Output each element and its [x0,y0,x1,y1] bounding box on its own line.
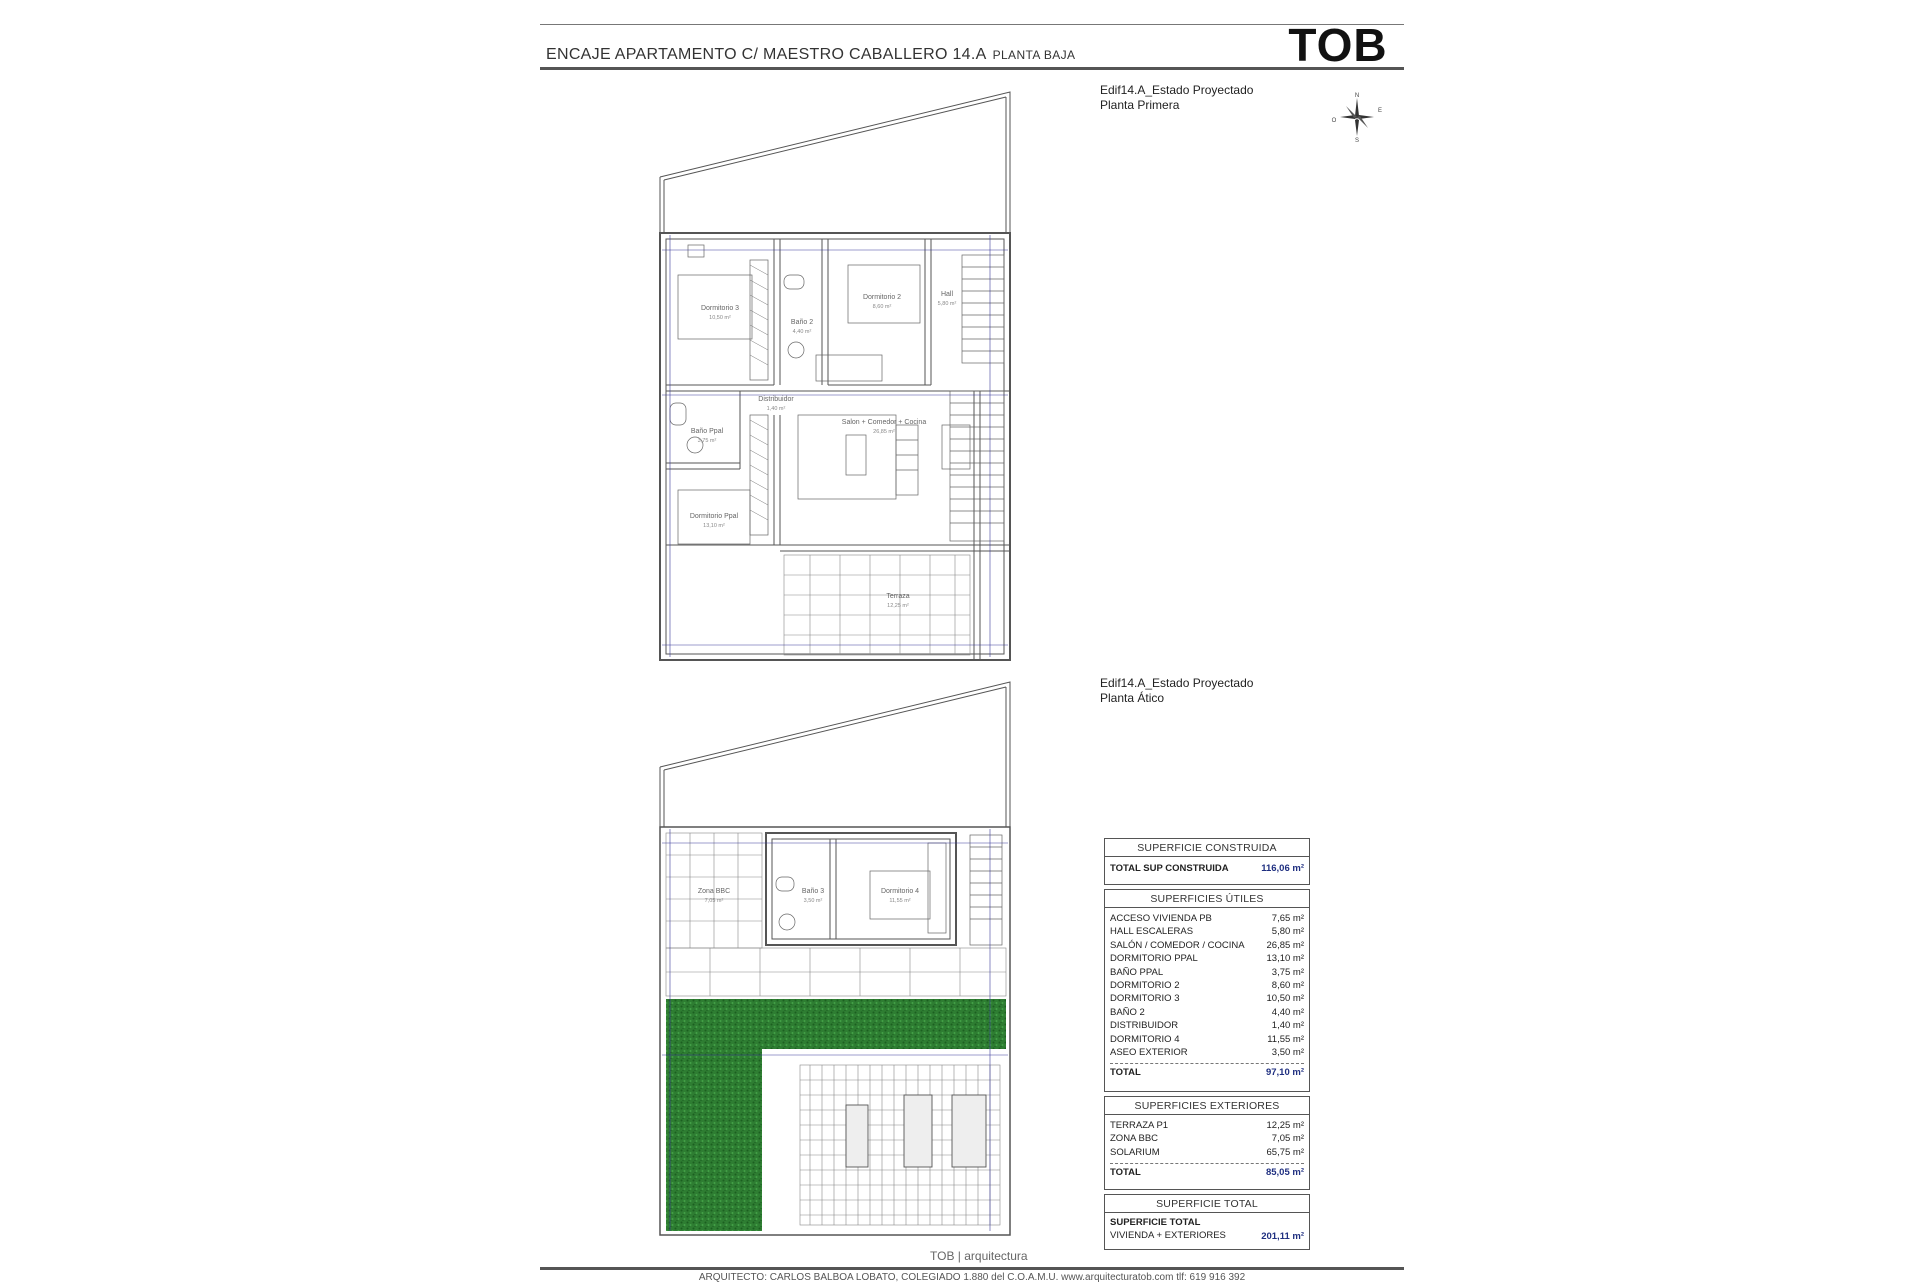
row-value: 3,75 m² [1271,966,1304,978]
row-value: 11,55 m² [1267,1033,1304,1045]
divider [1110,1063,1304,1064]
plot-outline [660,682,1010,827]
room-terraza: Terraza [886,593,910,600]
row-name: HALL ESCALERAS [1110,926,1194,938]
room-salon-area: 26,85 m² [873,429,895,435]
room-dormitorio3: Dormitorio 3 [700,305,740,312]
room-bano-ppal-area: 3,75 m² [697,438,717,444]
row-value: 3,50 m² [1271,1047,1304,1059]
compass-n: N [1354,93,1360,99]
row-name: DORMITORIO 4 [1110,1033,1180,1045]
plan-top-label [1100,83,1253,113]
room-zona-bbc-area: 7,05 m² [704,898,724,904]
row-value: 10,50 m² [1266,993,1304,1005]
table-row [1105,1132,1309,1145]
row-name: ASEO EXTERIOR [1110,1047,1188,1059]
room-dormitorio-ppal-area: 13,10 m² [703,523,725,529]
dimension-lines [662,235,1008,657]
row-value: 1,40 m² [1271,1020,1304,1032]
room-distribuidor: Distribuidor [758,396,794,403]
table-exteriores [1104,1096,1310,1190]
row-value: 13,10 m² [1266,953,1304,965]
table-row [1105,979,1309,992]
plan-bottom-label-line1: Edif14.A_Estado Proyectado [1100,676,1254,690]
row-name: BAÑO PPAL [1110,966,1164,978]
construida-label: TOTAL SUP CONSTRUIDA [1110,863,1229,874]
total-label [1110,1216,1226,1242]
total-row [1105,1216,1309,1242]
table-total [1104,1194,1310,1250]
table-row [1105,992,1309,1005]
table-utiles-title: SUPERFICIES ÚTILES [1105,890,1309,908]
table-row [1105,1119,1309,1132]
stairs [970,835,1002,945]
room-bano3-area: 3,50 m² [803,898,823,904]
table-row [1105,939,1309,952]
row-value: 8,60 m² [1271,980,1304,992]
terrace-paving [784,555,970,655]
plot-outline [660,92,1010,233]
table-construida-title: SUPERFICIE CONSTRUIDA [1105,839,1309,857]
plan-bottom-label-line2: Planta Ático [1100,691,1165,705]
utiles-total-value: 97,10 m² [1265,1067,1304,1079]
table-row [1105,925,1309,938]
footer-text: ARQUITECTO: CARLOS BALBOA LOBATO, COLEGIADO 1.880 del C.O.A.M.U. www.arquitecturatob.com tlf: 619 916 392 [698,1272,1246,1283]
room-dormitorio3-area: 10,50 m² [709,315,731,321]
logo-text: TOB [1288,24,1388,66]
table-row [1105,912,1309,925]
divider [1110,1163,1304,1164]
table-row [1105,952,1309,965]
row-value: 12,25 m² [1266,1120,1304,1131]
plan-top-label-line1: Edif14.A_Estado Proyectado [1100,83,1254,97]
exteriores-total-value: 85,05 m² [1265,1167,1304,1179]
row-value: 26,85 m² [1266,939,1304,951]
tob-logo [1272,24,1404,66]
room-dormitorio-ppal: Dormitorio Ppal [689,513,739,520]
room-zona-bbc: Zona BBC [697,888,731,895]
row-name: BAÑO 2 [1110,1006,1145,1018]
room-distribuidor-area: 1,40 m² [766,406,786,412]
exteriores-total [1105,1167,1309,1178]
stairs [950,255,1004,541]
row-name: SOLARIUM [1110,1146,1160,1158]
wardrobe-hatch [750,265,768,520]
table-row [1105,1033,1309,1046]
title-main: ENCAJE APARTAMENTO C/ MAESTRO CABALLERO 14.A [546,46,987,63]
exteriores-total-label: TOTAL [1110,1167,1141,1179]
row-value: 7,05 m² [1271,1133,1304,1145]
footer-rule [540,1267,1404,1270]
room-dormitorio4-area: 11,55 m² [889,898,911,904]
page-title [546,46,1075,64]
credit-text: TOB | arquitectura [930,1249,1028,1263]
outer-wall [660,233,1010,660]
total-label-line1: SUPERFICIE TOTAL [1110,1217,1201,1228]
floor-plan-atico [650,675,1100,1255]
room-terraza-area: 12,25 m² [887,603,909,609]
table-construida [1104,838,1310,885]
row-name: DORMITORIO PPAL [1110,953,1198,965]
row-name: DORMITORIO 2 [1110,980,1180,992]
room-dormitorio2-area: 8,60 m² [872,304,892,310]
sun-loungers [846,1095,986,1167]
compass-o: O [1331,118,1337,124]
row-value: 5,80 m² [1271,926,1304,938]
room-dormitorio4: Dormitorio 4 [880,888,920,895]
table-row [1105,966,1309,979]
utiles-rows [1105,908,1309,1059]
table-row [1105,1019,1309,1032]
table-row [1105,1006,1309,1019]
row-value: 65,75 m² [1266,1146,1304,1158]
table-exteriores-title: SUPERFICIES EXTERIORES [1105,1097,1309,1115]
plan-bottom-label [1100,676,1253,706]
row-name: TERRAZA P1 [1110,1120,1169,1131]
room-hall: Hall [940,291,954,298]
total-label-line2: VIVIENDA + EXTERIORES [1110,1230,1226,1241]
utiles-total-label: TOTAL [1110,1067,1141,1079]
exteriores-rows [1105,1115,1309,1159]
construida-value: 116,06 m² [1261,863,1304,874]
room-bano2: Baño 2 [790,319,814,326]
table-construida-total [1105,863,1309,874]
row-value: 7,65 m² [1271,913,1304,924]
room-bano2-area: 4,40 m² [792,329,812,335]
floor-plan-primera [650,85,1100,670]
row-name: ACCESO VIVIENDA PB [1110,913,1212,924]
row-name: DISTRIBUIDOR [1110,1020,1179,1032]
surface-tables [1104,838,1310,1250]
room-dormitorio2: Dormitorio 2 [862,294,902,301]
compass-e: E [1377,108,1383,114]
utiles-total [1105,1067,1309,1078]
row-value: 4,40 m² [1271,1006,1304,1018]
compass-s: S [1354,138,1360,142]
table-row [1105,1046,1309,1059]
row-name: SALÓN / COMEDOR / COCINA [1110,939,1245,951]
table-utiles [1104,889,1310,1092]
total-value: 201,11 m² [1261,1231,1304,1242]
room-hall-area: 5,80 m² [937,301,957,307]
compass-rose-icon [1330,92,1384,142]
row-name: ZONA BBC [1110,1133,1159,1145]
room-bano3: Baño 3 [801,888,825,895]
title-sub: PLANTA BAJA [992,48,1076,62]
table-total-title: SUPERFICIE TOTAL [1105,1195,1309,1213]
room-salon: Salon + Comedor + Cocina [841,419,927,426]
row-name: DORMITORIO 3 [1110,993,1180,1005]
plan-top-label-line2: Planta Primera [1100,98,1180,112]
room-bano-ppal: Baño Ppal [690,428,724,435]
table-row [1105,1146,1309,1159]
